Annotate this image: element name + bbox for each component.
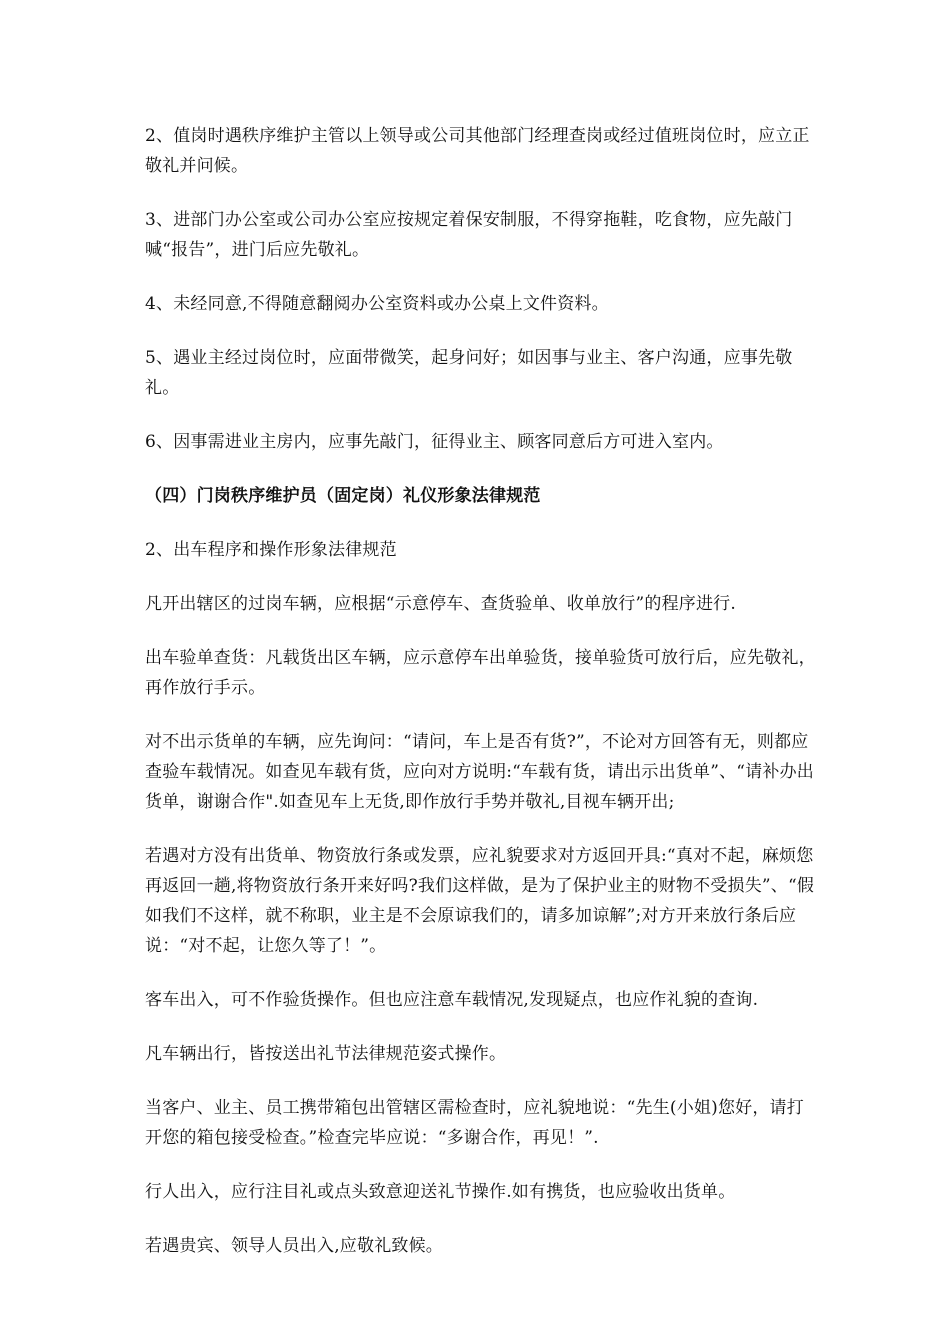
paragraph-no-release-slip: 若遇对方没有出货单、物资放行条或发票，应礼貌要求对方返回开具:“真对不起，麻烦您再返回一趟,将物资放行条开来好吗?我们这样做，是为了保护业主的财物不受损失”、“假如我们不这样，就不称职，业主是不会原谅我们的，请多加谅解”;对方开来放行条后应说：“对不起，让您久等了！”。 [145,846,815,956]
paragraph-rule-5: 5、遇业主经过岗位时，应面带微笑，起身问好；如因事与业主、客户沟通，应事先敬礼。 [145,348,793,398]
paragraph-rule-6: 6、因事需进业主房内，应事先敲门，征得业主、顾客同意后方可进入室内。 [145,432,724,452]
paragraph-no-invoice-vehicle: 对不出示货单的车辆，应先询问：“请问，车上是否有货?”，不论对方回答有无，则都应查验车载情况。如查见车载有货，应向对方说明:“车载有货，请出示出货单”、“请补办出货单，谢谢合作".如查见车上无货,即作放行手势并敬礼,目视车辆开出; [145,732,814,812]
paragraph-vip: 若遇贵宾、领导人员出入,应敬礼致候。 [145,1236,444,1256]
paragraph-bag-check: 当客户、业主、员工携带箱包出管辖区需检查时，应礼貌地说：“先生(小姐)您好，请打开您的箱包接受检查。”检查完毕应说：“多谢合作，再见！”. [145,1098,804,1148]
paragraph-rule-2: 2、值岗时遇秩序维护主管以上领导或公司其他部门经理查岗或经过值班岗位时，应立正敬礼并问候。 [145,126,810,176]
paragraph-passenger-car: 客车出入，可不作验货操作。但也应注意车载情况,发现疑点，也应作礼貌的查询. [145,990,759,1010]
paragraph-rule-3: 3、进部门办公室或公司办公室应按规定着保安制服，不得穿拖鞋，吃食物，应先敲门喊“报告”，进门后应先敬礼。 [145,210,793,260]
section-heading: （四）门岗秩序维护员（固定岗）礼仪形象法律规范 [145,486,541,506]
subsection-title: 2、出车程序和操作形象法律规范 [145,540,397,560]
document-body [145,121,820,1285]
paragraph-exit-procedure: 凡开出辖区的过岗车辆，应根据“示意停车、查货验单、收单放行”的程序进行. [145,594,736,614]
paragraph-exit-check: 出车验单查货：凡载货出区车辆，应示意停车出单验货，接单验货可放行后，应先敬礼，再作放行手示。 [145,648,816,698]
paragraph-pedestrians: 行人出入，应行注目礼或点头致意迎送礼节操作.如有携货，也应验收出货单。 [145,1182,736,1202]
paragraph-rule-4: 4、未经同意,不得随意翻阅办公室资料或办公桌上文件资料。 [145,294,609,314]
paragraph-vehicle-exit: 凡车辆出行，皆按送出礼节法律规范姿式操作。 [145,1044,507,1064]
